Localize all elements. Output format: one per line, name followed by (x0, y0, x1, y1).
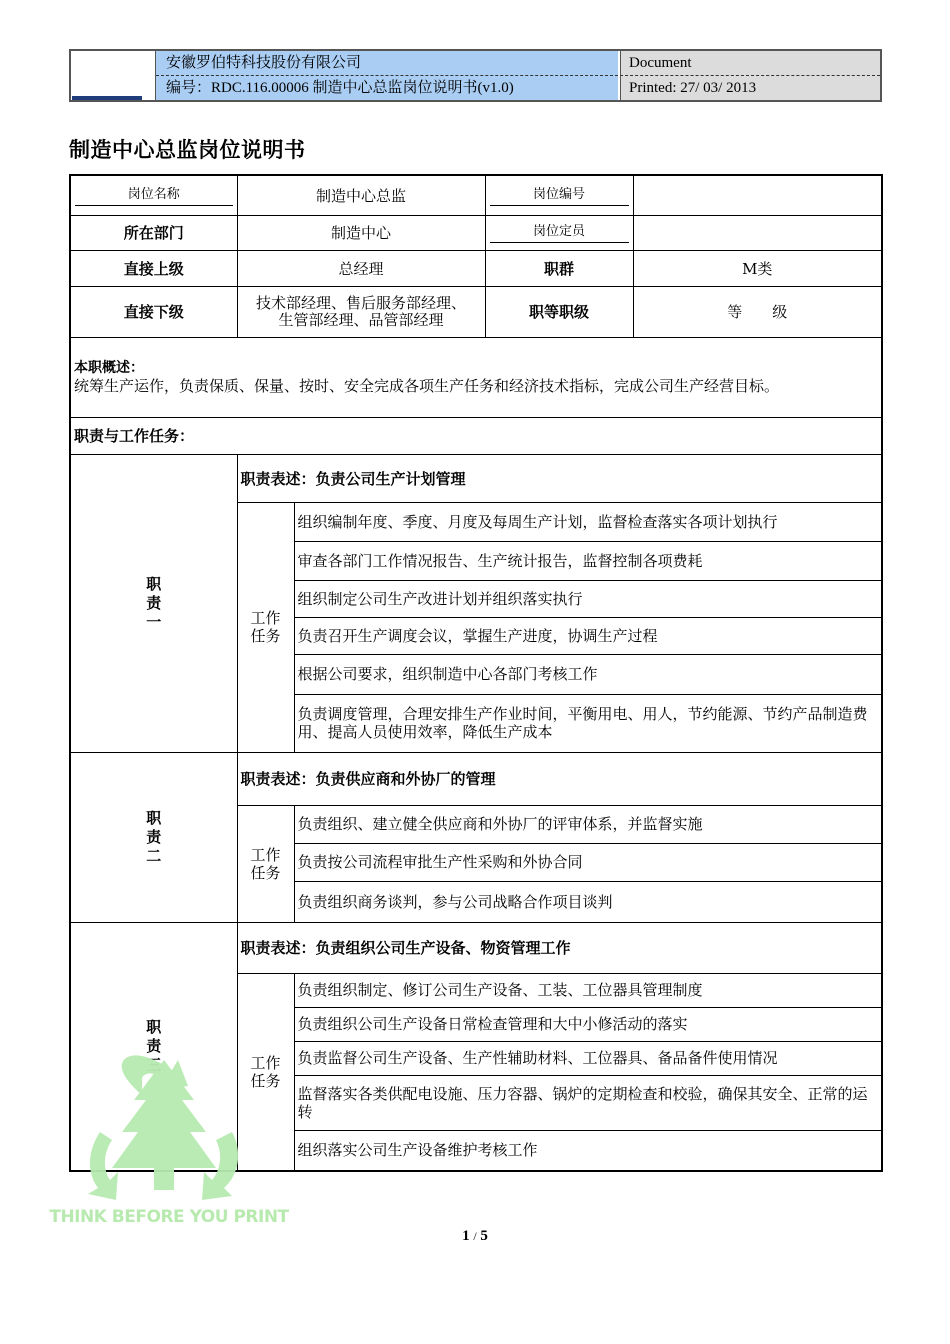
duty-3-task-2: 负责组织公司生产设备日常检查管理和大中小修活动的落实 (294, 1007, 882, 1041)
dept-value: 制造中心 (237, 215, 485, 250)
group-value: M类 (633, 250, 882, 286)
watermark-text: THINK BEFORE YOU PRINT (49, 1207, 289, 1227)
duty-2-work-task-label: 工作 任务 (237, 805, 294, 922)
duty-1-task-3: 组织制定公司生产改进计划并组织落实执行 (294, 580, 882, 617)
dept-label: 所在部门 (70, 215, 237, 250)
duty-1-task-6: 负责调度管理，合理安排生产作业时间，平衡用电、用人，节约能源、节约产品制造费用、提高人员使用效率，降低生产成本 (294, 694, 882, 752)
duty-3-task-5: 组织落实公司生产设备维护考核工作 (294, 1130, 882, 1171)
subordinate-line-2: 生管部经理、品管部经理 (278, 310, 444, 329)
current-page: 1 (462, 1228, 470, 1244)
duty-1-name: 职 责 一 (70, 454, 237, 752)
quota-value (633, 215, 882, 250)
duty-1-task-1: 组织编制年度、季度、月度及每周生产计划，监督检查落实各项计划执行 (294, 502, 882, 541)
doc-label: Document (620, 51, 880, 76)
subordinate-line-1: 技术部经理、售后服务部经理、 (256, 293, 467, 312)
duty-3-name: 职 责 (70, 922, 237, 1171)
post-no-label: 岗位编号 (485, 175, 633, 215)
summary-label: 本职概述： (74, 360, 144, 376)
page-title: 制造中心总监岗位说明书 (69, 138, 306, 162)
printed-date: Printed: 27/ 03/ 2013 (620, 76, 880, 100)
post-name-label: 岗位名称 (70, 175, 237, 215)
duty-1-task-4: 负责召开生产调度会议，掌握生产进度，协调生产过程 (294, 617, 882, 654)
summary-text: 统筹生产运作，负责保质、保量、按时、安全完成各项生产任务和经济技术指标，完成公司生产经营目标。 (74, 377, 780, 395)
grade-label: 职等职级 (485, 286, 633, 337)
duty-2-task-2: 负责按公司流程审批生产性采购和外协合同 (294, 843, 882, 881)
superior-label: 直接上级 (70, 250, 237, 286)
duty-3-task-1: 负责组织制定、修订公司生产设备、工装、工位器具管理制度 (294, 973, 882, 1007)
duty-3-task-3: 负责监督公司生产设备、生产性辅助材料、工位器具、备品备件使用情况 (294, 1041, 882, 1075)
duty-2-task-3: 负责组织商务谈判，参与公司战略合作项目谈判 (294, 881, 882, 922)
subordinate-value (237, 286, 485, 337)
duty-3-task-4: 监督落实各类供配电设施、压力容器、锅炉的定期检查和校验，确保其安全、正常的运转 (294, 1075, 882, 1130)
duty-2-task-1: 负责组织、建立健全供应商和外协厂的评审体系，并监督实施 (294, 805, 882, 843)
post-name-value: 制造中心总监 (237, 175, 485, 215)
document-header (69, 49, 882, 102)
company-logo (71, 51, 156, 100)
duty-1-task-5: 根据公司要求，组织制造中心各部门考核工作 (294, 654, 882, 694)
duty-1-task-2: 审查各部门工作情况报告、生产统计报告，监督控制各项费耗 (294, 541, 882, 580)
subordinate-label: 直接下级 (70, 286, 237, 337)
think-before-you-print-watermark (49, 1040, 289, 1230)
post-no-value (633, 175, 882, 215)
page-number (0, 1228, 950, 1245)
page-separator: / (473, 1229, 477, 1243)
superior-value: 总经理 (237, 250, 485, 286)
duty-3-statement: 职责表述：负责组织公司生产设备、物资管理工作 (237, 922, 882, 973)
duty-2-statement: 职责表述：负责供应商和外协厂的管理 (237, 752, 882, 805)
quota-label: 岗位定员 (485, 215, 633, 250)
duty-1-statement: 职责表述：负责公司生产计划管理 (237, 454, 882, 502)
job-description-table (69, 174, 883, 1172)
summary-section (70, 337, 882, 417)
duty-2-name: 职 责 二 (70, 752, 237, 922)
total-pages: 5 (480, 1228, 488, 1244)
duty-1-work-task-label: 工作 任务 (237, 502, 294, 752)
grade-value: 等 级 (633, 286, 882, 337)
duties-label: 职责与工作任务： (70, 417, 882, 454)
company-name: 安徽罗伯特科技股份有限公司 (156, 51, 618, 76)
doc-code: 编号：RDC.116.00006 制造中心总监岗位说明书(v1.0) (156, 76, 618, 100)
group-label: 职群 (485, 250, 633, 286)
duty-3-work-task-label: 工作 任务 (237, 973, 294, 1171)
